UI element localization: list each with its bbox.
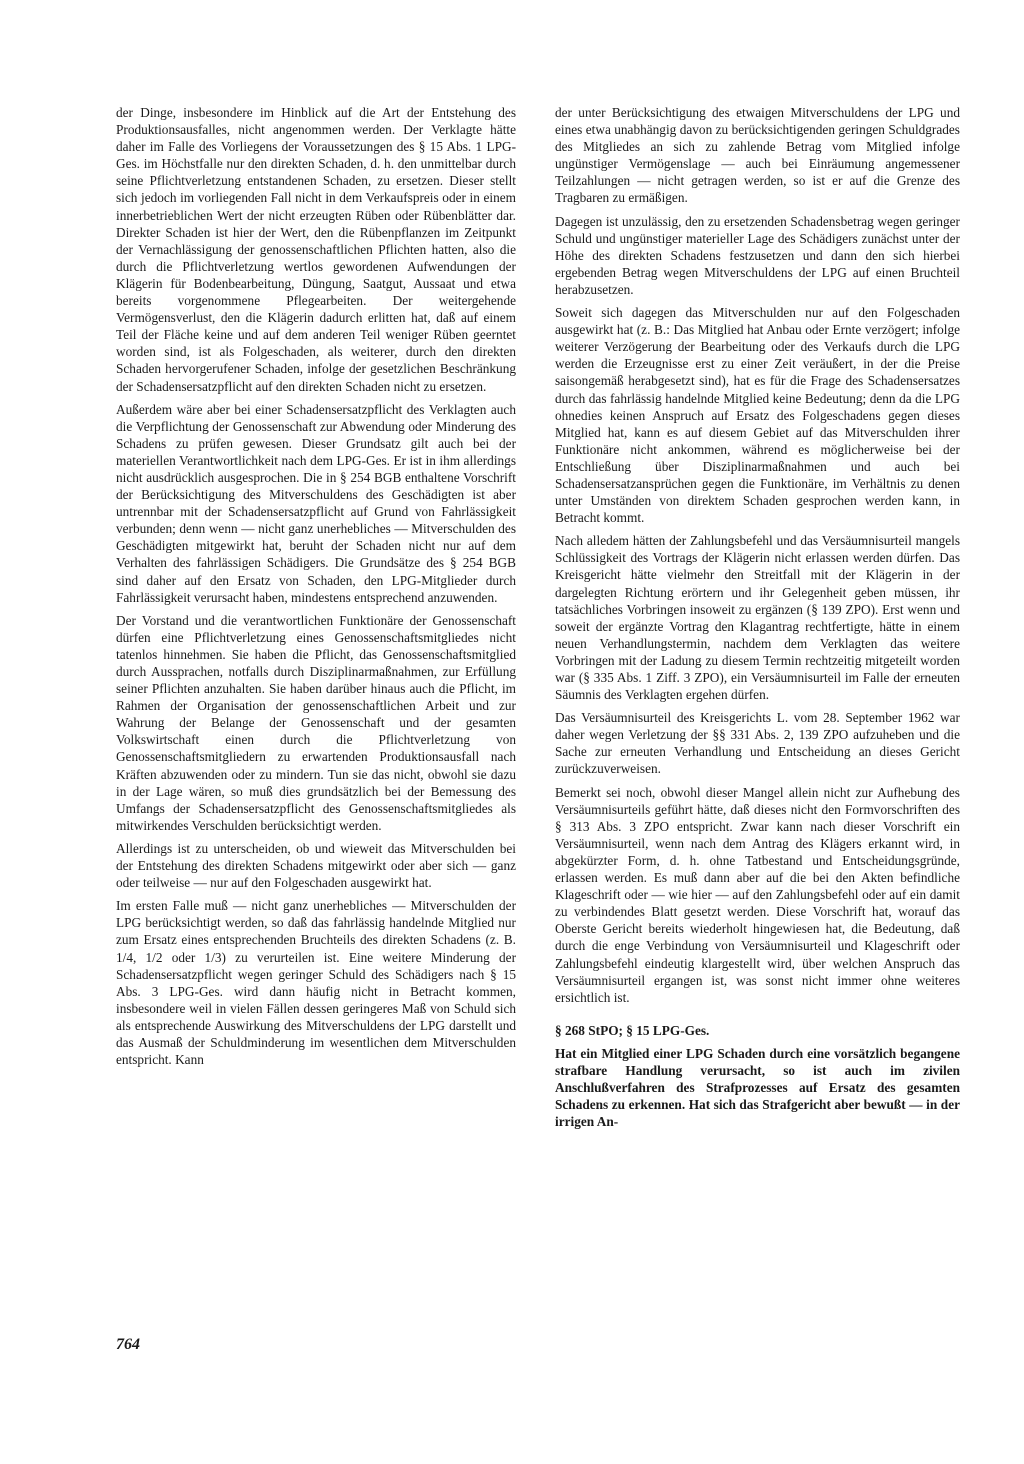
paragraph: Im ersten Falle muß — nicht ganz unerhebliches — Mitverschulden der LPG berücksichtigt werden, so daß das fahrlässig handelnde Mitglied nur zum Ersatz eines entsprechenden Bruchteils des direkten Schadens (z. B. 1/4, 1/2 oder 1/3) zu verurteilen ist. Eine weitere Minderung der Schadensersatzpflicht wegen geringer Schuld des Schädigers nach § 15 Abs. 3 LPG-Ges. wird dann häufig nicht in Betracht kommen, insbesondere weil in vielen Fällen dessen geringeres Maß von Schuld sich als entsprechende Auswirkung des Mitverschuldens der LPG darstellt und das Ausmaß der Schuldminderung im wesentlichen dem Mitverschulden entspricht. Kann xyxy=(116,898,516,1068)
left-column xyxy=(116,104,516,1074)
paragraph: Soweit sich dagegen das Mitverschulden nur auf den Folgeschaden ausgewirkt hat (z. B.: Das Mitglied hat Anbau oder Ernte verzögert; infolge weiterer Verzögerung der Bearbeitung oder des Verkaufs durch die LPG werden die Erzeugnisse erst zu einer Zeit veräußert, in der die Preise saisongemäß herabgesetzt sind), hat es für die Frage des Schadensersatzes durch das fahrlässig handelnde Mitglied keine Bedeutung; denn da die LPG ohnedies keinen Anspruch auf Ersatz des Folgeschadens gegen dieses Mitglied hat, kann es auf diesem Gebiet auf das Mitverschulden ihrer Funktionäre nicht ankommen, während es möglicherweise bei der Entschließung über Disziplinarmaßnahmen und auch bei Schadensersatzansprüchen gegen die Funktionäre, im Verhältnis zu denen unter Umständen von direktem Schaden gesprochen werden kann, in Betracht kommt. xyxy=(555,305,960,526)
paragraph: der Dinge, insbesondere im Hinblick auf die Art der Entstehung des Produktionsausfalles, nicht angenommen werden. Der Verklagte hätte daher im Falle des Vorliegens der Voraussetzungen des § 15 Abs. 1 LPG-Ges. im Höchstfalle nur den direkten Schaden, d. h. den unmittelbar durch seine Pflichtverletzung entstandenen Schaden, zu ersetzen. Dieser stellt sich jedoch im vorliegenden Fall nicht in dem Verkaufspreis oder in einem innerbetrieblichen Wert der nicht erzeugten Rüben oder Rübenblätter dar. Direkter Schaden ist hier der Wert, den die Rübenpflanzen im Zeitpunkt der Vernachlässigung der genossenschaftlichen Pflichten hatten, also die durch die Pflichtverletzung wertlos gewordenen Aufwendungen der Klägerin für Bodenbearbeitung, Düngung, Saatgut, Aussaat und etwa bereits vorgenommene Pflegearbeiten. Der weitergehende Vermögensverlust, den die Klägerin dadurch erlitten hat, daß auf einem Teil der Fläche keine und auf dem anderen Teil weniger Rüben geerntet worden sind, ist als Folgeschaden, als weiterer, durch den direkten Schaden hervorgerufener Schaden, infolge der gesetzlichen Beschränkung der Schadensersatzpflicht auf den direkten Schaden nicht zu ersetzen. xyxy=(116,105,516,394)
paragraph: Nach alledem hätten der Zahlungsbefehl und das Versäumnisurteil mangels Schlüssigkeit des Vortrags der Klägerin nicht erlassen werden dürfen. Das Kreisgericht hätte vielmehr den Streitfall mit der Klägerin in der dargelegten Richtung erörtern und ihr Gelegenheit geben müssen, ihr tatsächliches Vorbringen insoweit zu ergänzen (§ 139 ZPO). Erst wenn und soweit der ergänzte Vortrag den Klagantrag rechtfertigte, hätte in einem neuen Verhandlungstermin, nachdem dem Verklagten das weitere Vorbringen mit der Ladung zu diesem Termin rechtzeitig mitgeteilt worden war (§ 335 Abs. 1 Ziff. 3 ZPO), ein Versäumnisurteil im Falle der erneuten Säumnis des Verklagten ergehen dürfen. xyxy=(555,533,960,703)
headnote: Hat ein Mitglied einer LPG Schaden durch eine vorsätzlich begangene strafbare Handlung verursacht, so ist auch im zivilen Anschlußverfahren des Strafprozesses auf Ersatz des gesamten Schadens zu erkennen. Hat sich das Strafgericht aber bewußt — in der irrigen An- xyxy=(555,1045,960,1130)
page-number: 764 xyxy=(116,1336,140,1353)
paragraph: Bemerkt sei noch, obwohl dieser Mangel allein nicht zur Aufhebung des Versäumnisurteils geführt hätte, daß dieses nicht den Formvorschriften des § 313 Abs. 3 ZPO entspricht. Zwar kann nach dieser Vorschrift ein Versäumnisurteil, wenn nach dem Antrag des Klägers erkannt wird, in abgekürzter Form, d. h. ohne Tatbestand und Entscheidungsgründe, erlassen werden. Es muß dann aber auf die bei den Akten befindliche Klageschrift oder — wie hier — auf den Zahlungsbefehl oder auf ein damit zu verbindendes Blatt gesetzt werden. Diese Vorschrift hat, worauf das Oberste Gericht bereits wiederholt hingewiesen hat, die Bedeutung, daß durch die enge Verbindung von Versäumnisurteil und Klageschrift oder Zahlungsbefehl eindeutig klargestellt wird, über welchen Anspruch das Versäumnisurteil ergangen ist, was sonst nicht immer ohne weiteres ersichtlich ist. xyxy=(555,784,960,1005)
right-column xyxy=(555,104,960,1130)
paragraph: Außerdem wäre aber bei einer Schadensersatzpflicht des Verklagten auch die Verpflichtung der Genossenschaft zur Abwendung oder Minderung des Schadens zu prüfen gewesen. Dieser Grundsatz gilt auch bei der materiellen Verantwortlichkeit nach dem LPG-Ges. Er ist in ihm allerdings nicht ausdrücklich ausgesprochen. Die in § 254 BGB enthaltene Vorschrift der Berücksichtigung des Mitverschuldens des Geschädigten ist aber untrennbar mit der Schadensersatzpflicht auf Grund von Fahrlässigkeit verbunden; denn wenn — nicht ganz unerhebliches — Mitverschulden des Geschädigten mitgewirkt hat, beruht der Schaden nicht nur auf dem Verhalten des fahrlässigen Schädigers. Die Grundsätze des § 254 BGB sind daher auf den Ersatz von Schaden, den LPG-Mitglieder durch Fahrlässigkeit verursacht haben, mindestens entsprechend anzuwenden. xyxy=(116,401,516,605)
paragraph: Der Vorstand und die verantwortlichen Funktionäre der Genossenschaft dürfen eine Pflichtverletzung eines Genossenschaftsmitgliedes nicht tatenlos hinnehmen. Sie haben die Pflicht, das Genossenschaftsmitglied durch Aussprachen, notfalls durch Disziplinarmaßnahmen, zur Erfüllung seiner Pflichten anzuhalten. Sie haben darüber hinaus auch die Pflicht, im Rahmen der Organisation der genossenschaftlichen Arbeit und zur Wahrung der Belange der Genossenschaft und der gesamten Volkswirtschaft einen durch die Pflichtverletzung von Genossenschaftsmitgliedern zu erwartenden Produktionsausfall nach Kräften abzuwenden oder zu mindern. Tun sie das nicht, obwohl sie dazu in der Lage wären, so muß dies grundsätzlich bei der Bemessung des Umfangs der Schadensersatzpflicht des Genossenschaftsmitgliedes als mitwirkendes Verschulden berücksichtigt werden. xyxy=(116,612,516,833)
paragraph: der unter Berücksichtigung des etwaigen Mitverschuldens der LPG und eines etwa unabhängig davon zu berücksichtigenden geringen Schuldgrades des Mitgliedes an sich zu zahlende Betrag vom Mitglied infolge ungünstiger Vermögenslage — auch bei Einräumung angemessener Teilzahlungen — nicht getragen werden, so ist er auf die Grenze des Tragbaren zu ermäßigen. xyxy=(555,105,960,206)
paragraph: Allerdings ist zu unterscheiden, ob und wieweit das Mitverschulden bei der Entstehung des direkten Schadens mitgewirkt oder aber sich — ganz oder teilweise — nur auf den Folgeschaden ausgewirkt hat. xyxy=(116,840,516,891)
section-heading: § 268 StPO; § 15 LPG-Ges. xyxy=(555,1022,710,1038)
paragraph: Das Versäumnisurteil des Kreisgerichts L. vom 28. September 1962 war daher wegen Verletzung der §§ 331 Abs. 2, 139 ZPO aufzuheben und die Sache zur erneuten Verhandlung und Entscheidung an dieses Gericht zurückzuverweisen. xyxy=(555,710,960,777)
paragraph: Dagegen ist unzulässig, den zu ersetzenden Schadensbetrag wegen geringer Schuld und ungünstiger materieller Lage des Schädigers zunächst unter der Höhe des direkten Schadens festzusetzen und dann den sich hierbei ergebenden Betrag wegen Mitverschuldens der LPG auf einen Bruchteil herabzusetzen. xyxy=(555,213,960,297)
